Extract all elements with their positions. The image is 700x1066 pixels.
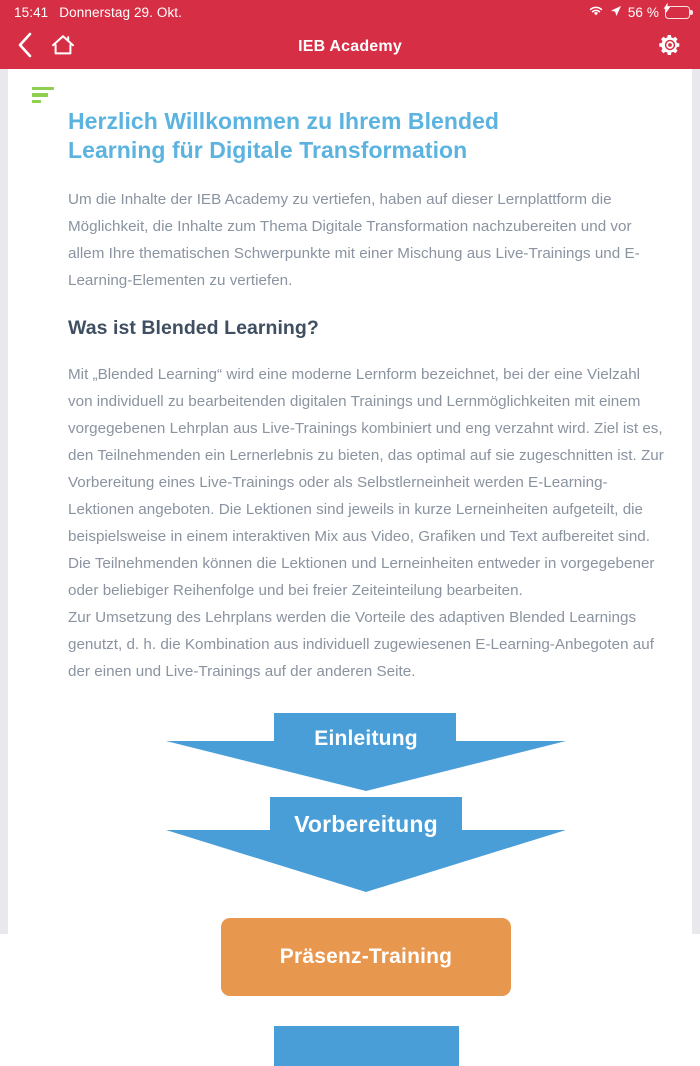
diagram-step-label: Vorbereitung: [294, 811, 438, 837]
location-arrow-icon: [610, 5, 622, 20]
article-content: [8, 69, 692, 1043]
gear-icon: [658, 33, 682, 60]
status-date: Donnerstag 29. Okt.: [59, 4, 183, 20]
navigation-bar: [0, 24, 700, 69]
status-bar-right: [588, 5, 690, 20]
diagram-step-praesenz-training: [221, 918, 511, 996]
status-bar: [0, 0, 700, 24]
chevron-left-icon: [16, 31, 34, 62]
nav-bar-left: [14, 29, 78, 64]
page-background: [0, 69, 700, 968]
nav-bar-right: [656, 31, 684, 62]
blended-learning-diagram: [68, 713, 664, 1043]
settings-button[interactable]: [656, 31, 684, 62]
battery-charging-icon: [665, 6, 690, 19]
content-card: [8, 69, 692, 968]
page-title: IEB Academy: [298, 37, 402, 55]
definition-paragraph: Mit „Blended Learning“ wird eine moderne Lernform bezeichnet, bei der eine Vielzahl von individuell zu bearbeitenden digitalen Trainings und Lernmöglichkeiten mit einem vorgegebenen Lehrplan aus Live-Trainings kombiniert und eng verzahnt wird. Ziel ist es, den Teilnehmenden ein Lernerlebnis zu bieten, das optimal auf sie zugeschnitten ist. Zur Vorbereitung eines Live-Trainings oder als Selbstlerneinheit werden E-Learning-Lektionen angeboten. Die Lektionen sind jeweils in kurze Lerneinheiten aufgeteilt, die beispielsweise in einem interaktiven Mix aus Video, Grafiken und Text aufbereitet sind. Die Teilnehmenden können die Lektionen und Lerneinheiten entweder in vorgegebener oder beliebiger Reihenfolge und bei freier Zeiteinteilung bearbeiten.: [68, 366, 664, 599]
section-heading: Was ist Blended Learning?: [68, 317, 319, 339]
wifi-icon: [588, 5, 604, 20]
down-arrow-shape: [166, 797, 566, 892]
implementation-paragraph: Zur Umsetzung des Lehrplans werden die Vorteile des adaptiven Blended Learnings genutzt, d. h. die Kombination aus individuell zugewiesenen E-Learning-Anbegoten auf der einen und Live-Trainings auf der anderen Seite.: [68, 609, 654, 680]
battery-percent: 56 %: [627, 4, 659, 20]
home-icon: [50, 32, 76, 61]
status-bar-left: [14, 5, 182, 20]
status-time: 15:41: [14, 4, 49, 20]
list-line-3: [32, 100, 41, 103]
intro-paragraph: Um die Inhalte der IEB Academy zu vertiefen, haben auf dieser Lernplattform die Möglichkeit, die Inhalte zum Thema Digitale Transformation nachzubereiten und vor allem Ihre thematischen Schwerpunkte mit einer Mischung aus Live-Trainings und E-Learning-Elementen zu vertiefen.: [68, 191, 640, 289]
diagram-step-label: Einleitung: [314, 727, 418, 750]
home-button[interactable]: [48, 30, 78, 63]
diagram-step-next-partial: [274, 1026, 459, 1066]
diagram-step-label: Präsenz-Training: [279, 945, 453, 968]
back-button[interactable]: [14, 29, 36, 64]
down-arrow-shape: [166, 713, 566, 791]
list-lines-icon: [32, 87, 54, 106]
list-line-2: [32, 93, 48, 96]
list-line-1: [32, 87, 54, 90]
diagram-step-einleitung: [68, 713, 664, 791]
article-title: Herzlich Willkommen zu Ihrem Blended Learning für Digitale Transformation: [68, 108, 500, 163]
diagram-step-vorbereitung: [68, 797, 664, 892]
